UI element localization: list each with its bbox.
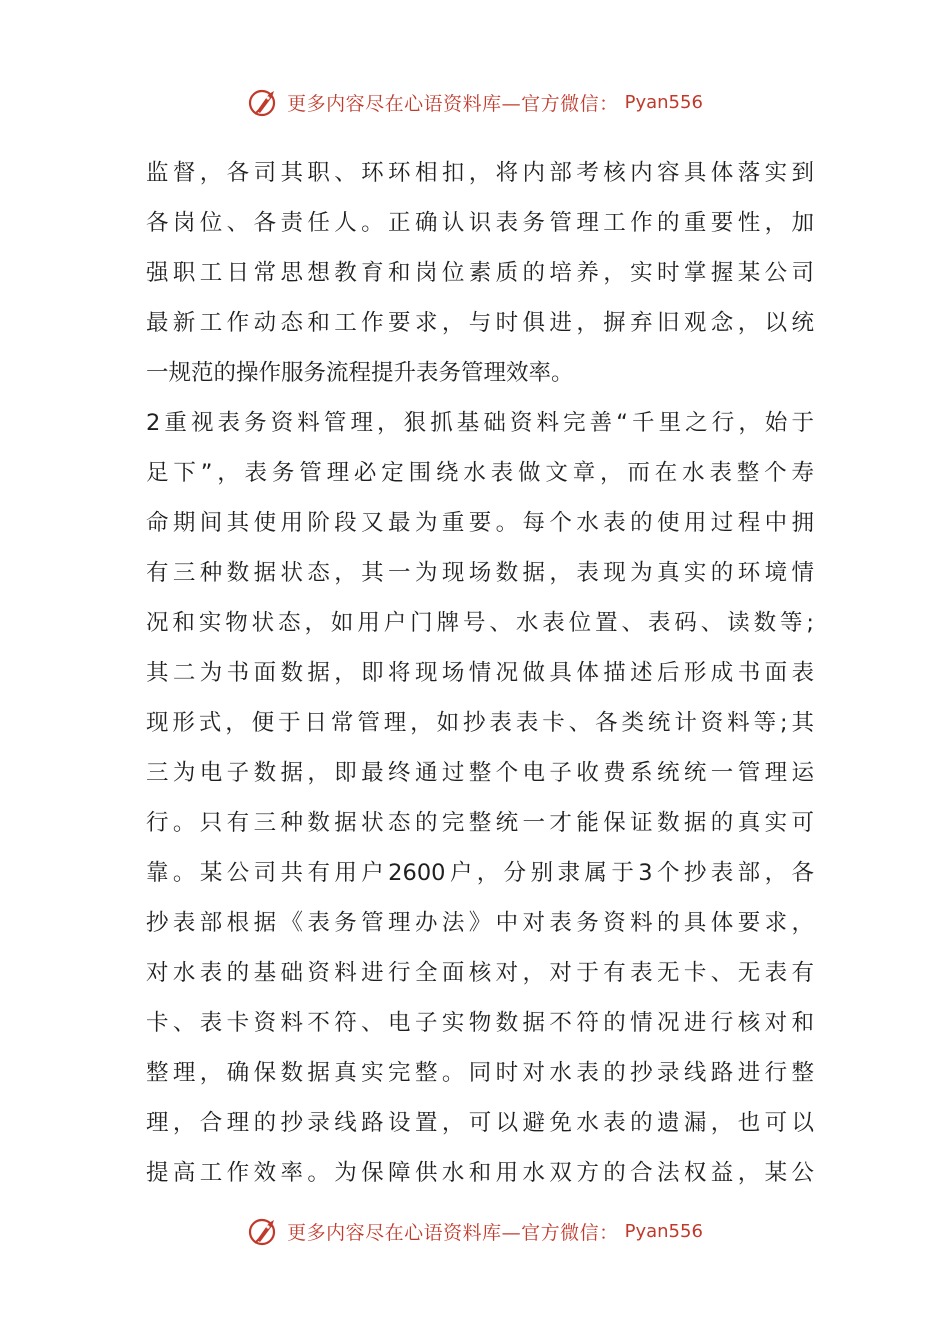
- header-banner-text: 更多内容尽在心语资料库—官方微信：: [287, 92, 619, 115]
- document-body: [146, 148, 814, 1198]
- body-line: 2重视表务资料管理，狠抓基础资料完善“千里之行，始于: [146, 410, 814, 436]
- body-line: 提高工作效率。为保障供水和用水双方的合法权益，某公: [146, 1160, 814, 1186]
- body-line: 理，合理的抄录线路设置，可以避免水表的遗漏，也可以: [146, 1110, 814, 1136]
- body-line: 对水表的基础资料进行全面核对，对于有表无卡、无表有: [146, 960, 814, 986]
- body-line: 有三种数据状态，其一为现场数据，表现为真实的环境情: [146, 560, 814, 586]
- body-line: 足下”，表务管理必定围绕水表做文章，而在水表整个寿: [146, 460, 814, 486]
- body-line: 抄表部根据《表务管理办法》中对表务资料的具体要求，: [146, 910, 814, 936]
- body-line: 现形式，便于日常管理，如抄表表卡、各类统计资料等;其: [146, 710, 814, 736]
- body-line: 监督，各司其职、环环相扣，将内部考核内容具体落实到: [146, 160, 814, 186]
- body-line: 三为电子数据，即最终通过整个电子收费系统统一管理运: [146, 760, 814, 786]
- footer-banner: [0, 1211, 950, 1251]
- body-line: 各岗位、各责任人。正确认识表务管理工作的重要性，加: [146, 210, 814, 236]
- header-banner-content: [247, 85, 703, 119]
- pen-nib-logo-icon: [247, 85, 281, 119]
- footer-wechat-id: Pyan556: [624, 1220, 703, 1242]
- body-line: 其二为书面数据，即将现场情况做具体描述后形成书面表: [146, 660, 814, 686]
- body-line: 整理，确保数据真实完整。同时对水表的抄录线路进行整: [146, 1060, 814, 1086]
- body-line: 强职工日常思想教育和岗位素质的培养，实时掌握某公司: [146, 260, 814, 286]
- body-line: 靠。某公司共有用户2600户，分别隶属于3个抄表部，各: [146, 860, 814, 886]
- body-line: 最新工作动态和工作要求，与时俱进，摒弃旧观念，以统: [146, 310, 814, 336]
- body-line: 命期间其使用阶段又最为重要。每个水表的使用过程中拥: [146, 510, 814, 536]
- pen-nib-logo-icon: [247, 1214, 281, 1248]
- body-line: 卡、表卡资料不符、电子实物数据不符的情况进行核对和: [146, 1010, 814, 1036]
- header-banner: [0, 82, 950, 122]
- body-line: 行。只有三种数据状态的完整统一才能保证数据的真实可: [146, 810, 814, 836]
- body-line: 况和实物状态，如用户门牌号、水表位置、表码、读数等;: [146, 610, 814, 636]
- header-wechat-id: Pyan556: [624, 91, 703, 113]
- body-line: 一规范的操作服务流程提升表务管理效率。: [146, 360, 574, 386]
- footer-banner-content: [247, 1214, 703, 1248]
- footer-banner-text: 更多内容尽在心语资料库—官方微信：: [287, 1221, 619, 1244]
